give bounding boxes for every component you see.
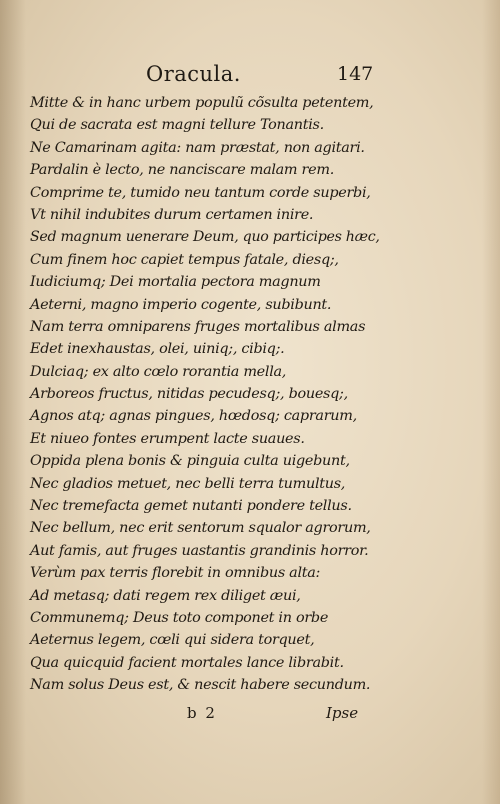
verse-line: Qua quicquid facient mortales lance librabit. xyxy=(30,654,344,671)
verse-line: Verùm pax terris florebit in omnibus alta: xyxy=(30,565,321,582)
verse-line: Aeternus legem, cœli qui sidera torquet, xyxy=(30,632,315,649)
verse-line: Mitte & in hanc urbem populũ cõsulta petentem, xyxy=(30,95,374,111)
running-title: Oracula. xyxy=(146,62,241,86)
verse-line: Qui de sacrata est magni tellure Tonantis. xyxy=(30,117,324,134)
signature-mark: b 2 xyxy=(187,704,217,722)
verse-line: Aut famis, aut fruges uastantis grandinis horror. xyxy=(30,542,369,559)
verse-line: Iudiciumq; Dei mortalia pectora magnum xyxy=(30,274,321,291)
verse-line: Dulciaq; ex alto cœlo rorantia mella, xyxy=(30,363,287,380)
verse-line: Edet inexhaustas, olei, uiniq;, cibiq;. xyxy=(30,341,285,358)
verse-line: Oppida plena bonis & pinguia culta uigebunt, xyxy=(30,453,350,470)
verse-line: Nam solus Deus est, & nescit habere secundum. xyxy=(30,677,371,694)
verse-line: Ne Camarinam agita: nam præstat, non agitari. xyxy=(30,139,365,156)
page-edge-shadow xyxy=(482,0,500,804)
running-head xyxy=(0,62,500,92)
page-footer xyxy=(0,704,500,730)
verse-line: Nec bellum, nec erit sentorum squalor agrorum, xyxy=(30,520,371,537)
verse-line: Sed magnum uenerare Deum, quo participes hæc, xyxy=(30,229,380,246)
verse-line: Pardalin è lecto, ne nanciscare malam rem. xyxy=(30,162,334,179)
verse-line: Communemq; Deus toto componet in orbe xyxy=(30,609,329,626)
page-number: 147 xyxy=(337,63,374,85)
verse-line: Ad metasq; dati regem rex diliget æui, xyxy=(30,587,301,604)
verse-line: Nec tremefacta gemet nutanti pondere tellus. xyxy=(30,498,352,515)
verse-line: Agnos atq; agnas pingues, hœdosq; caprarum, xyxy=(30,408,357,425)
verse-block xyxy=(30,92,380,697)
verse-line: Nam terra omniparens fruges mortalibus almas xyxy=(30,318,366,335)
verse-line: Aeterni, magno imperio cogente, subibunt. xyxy=(30,296,332,313)
verse-line: Cum finem hoc capiet tempus fatale, diesq;, xyxy=(30,251,339,268)
verse-line: Comprime te, tumido neu tantum corde superbi, xyxy=(30,184,371,201)
verse-line: Arboreos fructus, nitidas pecudesq;, bouesq;, xyxy=(30,386,348,403)
verse-line: Et niueo fontes erumpent lacte suaues. xyxy=(30,430,305,447)
gutter-shadow xyxy=(0,0,26,804)
catchword: Ipse xyxy=(326,704,359,722)
verse-line: Vt nihil indubites durum certamen inire. xyxy=(30,206,314,223)
verse-line: Nec gladios metuet, nec belli terra tumultus, xyxy=(30,475,346,492)
